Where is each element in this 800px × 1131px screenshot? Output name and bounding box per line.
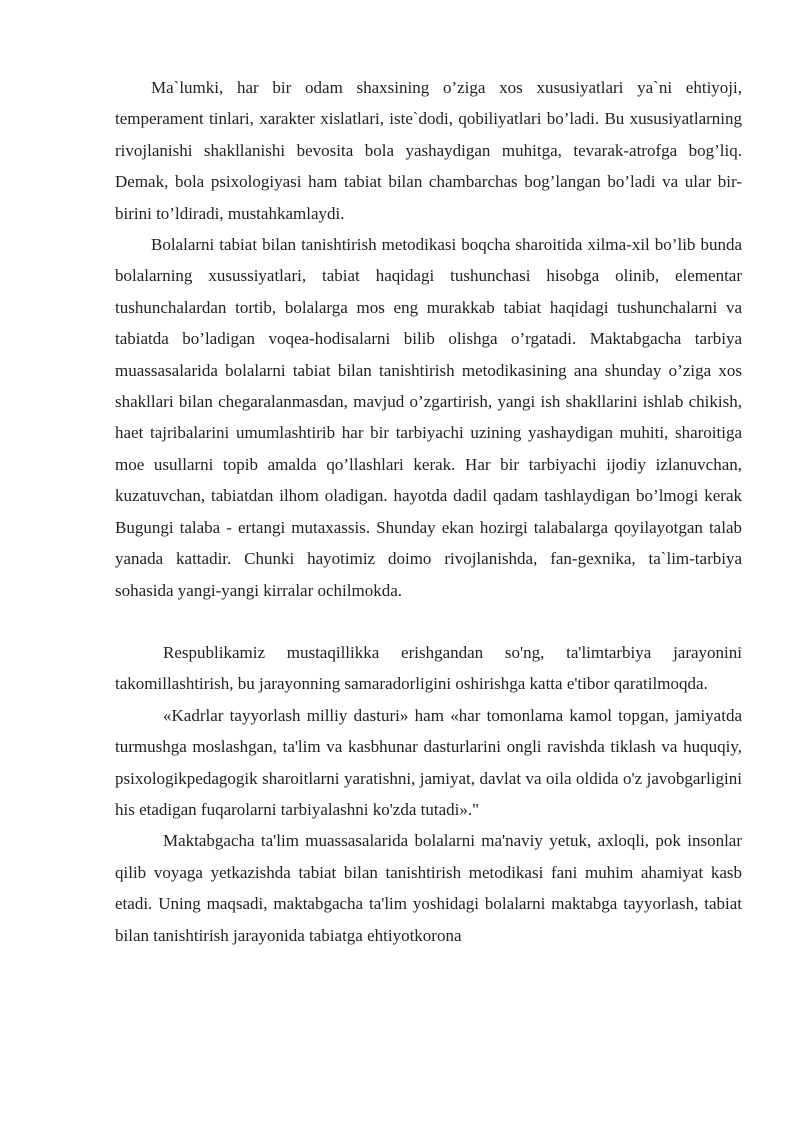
paragraph-3: Respublikamiz mustaqillikka erishgandan so'ng, ta'limtarbiya jarayonini takomillashtirish, bu jarayonning samaradorligini oshirishga katta e'tibor qaratilmoqda. <box>115 642 742 694</box>
paragraph-1: Ma`lumki, har bir odam shaxsining o’ziga xos xususiyatlari ya`ni ehtiyoji, temperament tinlari, xarakter xislatlari, iste`dodi, qobiliyatlari bo’ladi. Bu xususiyatlarning rivojlanishi shakllanishi bevosita bola yashaydigan muhitga, tevarak-atrofga bog’liq. Demak, bola psixologiyasi ham tabiat bilan chambarchas bog’langan bo’ladi va ular bir-birini to’ldiradi, mustahkamlaydi. <box>115 78 742 223</box>
paragraph-4: «Kadrlar tayyorlash milliy dasturi» ham «har tomonlama kamol topgan, jamiyatda turmushga moslashgan, ta'lim va kasbhunar dasturlarini ongli ravishda tiklash va huquqiy, psixologikpedagogik sharoitlarni yaratishni, jamiyat, davlat va oila oldida o'z javobgarligini his etadigan fuqarolarni tarbiyalashni ko'zda tutadi»." <box>115 705 742 819</box>
paragraph-2: Bolalarni tabiat bilan tanishtirish metodikasi boqcha sharoitida xilma-xil bo’lib bunda bolalarning xusussiyatlari, tabiat haqidagi tushunchasi hisobga olinib, elementar tushunchalardan tortib, bolalarga mos eng murakkab tabiat haqidagi tushunchalarni va tabiatda bo’ladigan voqea-hodisalarni bilib olishga o’rgatadi. Maktabgacha tarbiya muassasalarida bolalarni tabiat bilan tanishtirish metodikasining ana shunday o’ziga xos shakllari bilan chegaralanmasdan, mavjud o’zgartirish, yangi ish shakllarini ishlab chikish, haet tajribalarini umumlashtirib har bir tarbiyachi uzining yashaydigan muhiti, sharoitiga moe usullarni topib amalda qo’llashlari kerak. Har bir tarbiyachi ijodiy izlanuvchan, kuzatuvchan, tabiatdan ilhom oladigan. hayotda dadil qadam tashlaydigan bo’lmogi kerak Bugungi talaba - ertangi mutaxassis. Shunday ekan hozirgi talabalarga qoyilayotgan talab yanada kattadir. Chunki hayotimiz doimo rivojlanishda, fan-gexnika, ta`lim-tarbiya sohasida yangi-yangi kirralar ochilmokda. <box>115 235 742 600</box>
paragraph-5: Maktabgacha ta'lim muassasalarida bolalarni ma'naviy yetuk, axloqli, pok insonlar qilib voyaga yetkazishda tabiat bilan tanishtirish metodikasi fani muhim ahamiyat kasb etadi. Uning maqsadi, maktabgacha ta'lim yoshidagi bolalarni maktabga tayyorlash, tabiat bilan tanishtirish jarayonida tabiatga ehtiyotkorona <box>115 831 742 945</box>
paragraph-spacer <box>115 606 742 637</box>
document-page <box>115 72 742 951</box>
